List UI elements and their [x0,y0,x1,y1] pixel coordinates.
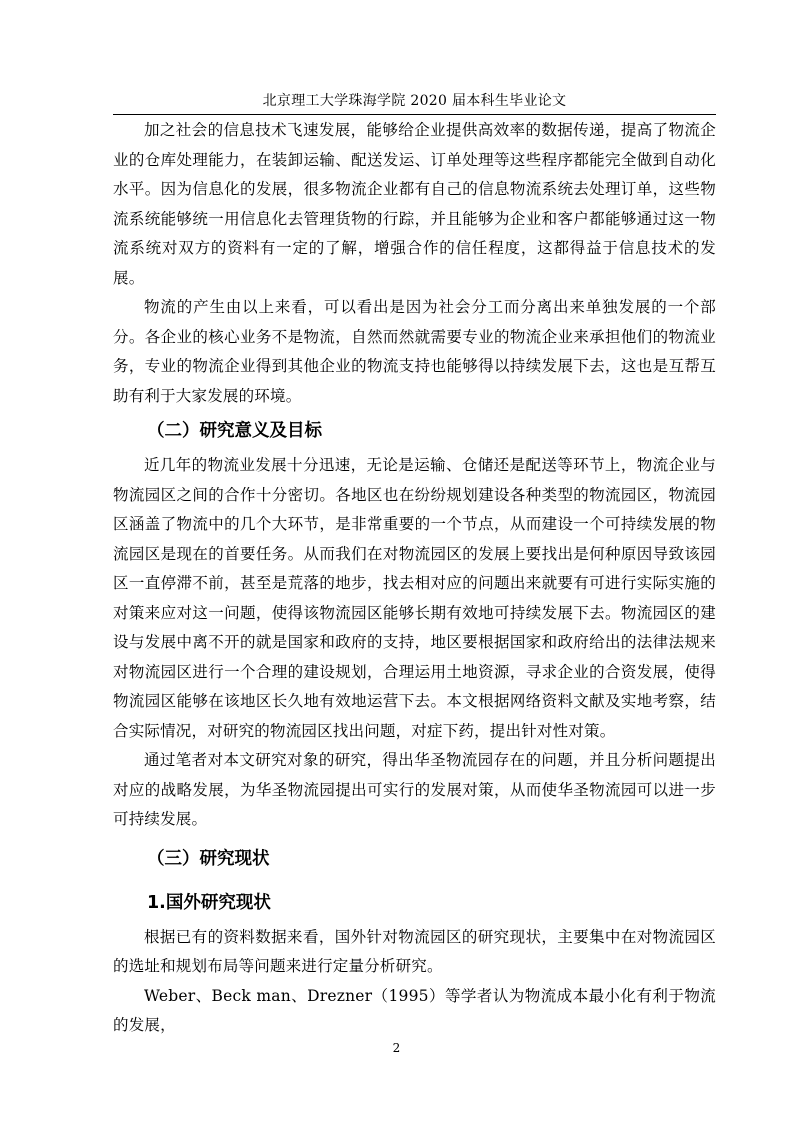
body-paragraph: 加之社会的信息技术飞速发展，能够给企业提供高效率的数据传递，提高了物流企业的仓库处理能力，在装卸运输、配送发运、订单处理等这些程序都能完全做到自动化水平。因为信息化的发展，很多物流企业都有自己的信息物流系统去处理订单，这些物流系统能够统一用信息化去管理货物的行踪，并且能够为企业和客户都能够通过这一物流系统对双方的资料有一定的了解，增强合作的信任程度，这都得益于信息技术的发展。 [113,121,716,287]
body-paragraph: Weber、Beck man、Drezner（1995）等学者认为物流成本最小化有利于物流的发展， [113,986,716,1034]
page-body [113,116,716,1041]
subsection-heading: 1.国外研究现状 [147,892,271,913]
section-heading: （二）研究意义及目标 [147,421,322,441]
header-divider [113,114,716,115]
running-header: 北京理工大学珠海学院 2020 届本科生毕业论文 [262,93,567,109]
body-paragraph: 物流的产生由以上来看，可以看出是因为社会分工而分离出来单独发展的一个部分。各企业的核心业务不是物流，自然而然就需要专业的物流企业来承担他们的物流业务，专业的物流企业得到其他企业的物流支持也能够得以持续发展下去，这也是互帮互助有利于大家发展的环境。 [113,298,716,405]
section-heading: （三）研究现状 [147,848,270,869]
body-paragraph: 通过笔者对本文研究对象的研究，得出华圣物流园存在的问题，并且分析问题提出对应的战略发展，为华圣物流园提出可实行的发展对策，从而使华圣物流园可以进一步可持续发展。 [113,751,716,828]
body-paragraph: 近几年的物流业发展十分迅速，无论是运输、仓储还是配送等环节上，物流企业与物流园区之间的合作十分密切。各地区也在纷纷规划建设各种类型的物流园区，物流园区涵盖了物流中的几个大环节，是非常重要的一个节点，从而建设一个可持续发展的物流园区是现在的首要任务。从而我们在对物流园区的发展上要找出是何种原因导致该园区一直停滞不前，甚至是荒落的地步，找去相对应的问题出来就要有可进行实际实施的对策来应对这一问题，使得该物流园区能够长期有效地可持续发展下去。物流园区的建设与发展中离不开的就是国家和政府的支持，地区要根据国家和政府给出的法律法规来对物流园区进行一个合理的建设规划，合理运用土地资源，寻求企业的合资发展，使得物流园区能够在该地区长久地有效地运营下去。本文根据网络资料文献及实地考察，结合实际情况，对研究的物流园区找出问题，对症下药，提出针对性对策。 [113,456,716,740]
page-number: 2 [392,1041,401,1055]
body-paragraph: 根据已有的资料数据来看，国外针对物流园区的研究现状，主要集中在对物流园区的选址和规划布局等问题来进行定量分析研究。 [113,927,716,975]
